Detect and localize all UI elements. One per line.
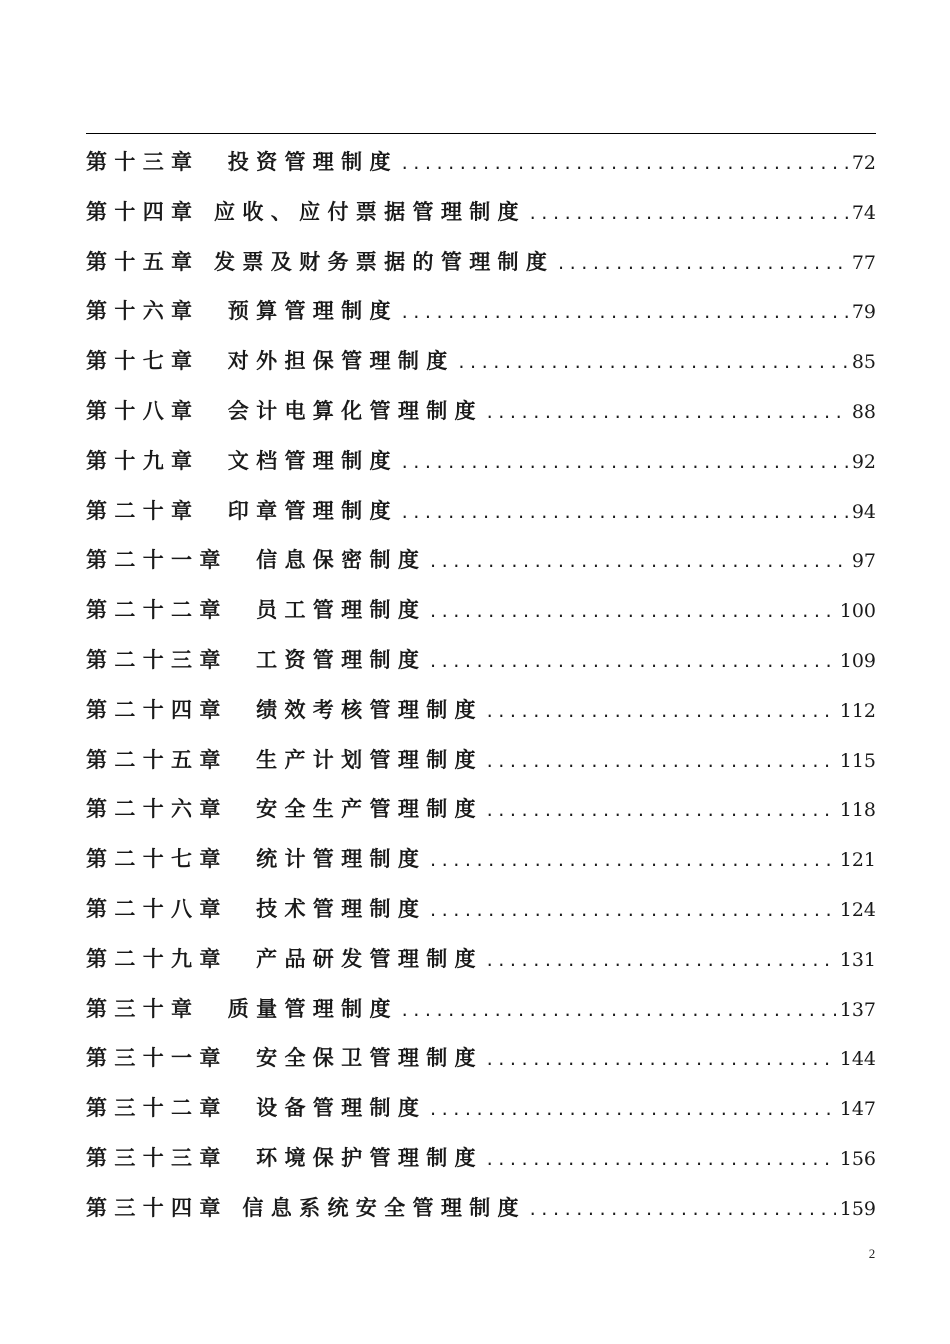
toc-leader-dots (485, 1150, 836, 1169)
toc-entry-page: 118 (839, 799, 876, 822)
toc-entry-title: 第三十一章 安全保卫管理制度 (86, 1046, 483, 1071)
toc-leader-dots (485, 752, 836, 771)
toc-entry[interactable] (86, 445, 876, 495)
toc-entry[interactable] (86, 246, 876, 296)
toc-leader-dots (400, 453, 848, 472)
toc-entry-page: 121 (839, 849, 876, 872)
toc-entry-page: 131 (839, 948, 876, 971)
toc-entry-title: 第二十章 印章管理制度 (86, 498, 398, 523)
toc-entry-page: 112 (839, 699, 876, 722)
toc-entry-page: 159 (839, 1197, 876, 1220)
toc-entry-title: 第二十八章 技术管理制度 (86, 896, 427, 921)
toc-entry-title: 第二十九章 产品研发管理制度 (86, 946, 483, 971)
toc-entry-page: 109 (839, 649, 876, 672)
toc-entry-title: 第十七章 对外担保管理制度 (86, 349, 455, 374)
toc-entry-title: 第二十一章 信息保密制度 (86, 548, 427, 573)
toc-entry[interactable] (86, 644, 876, 694)
toc-entry[interactable] (86, 495, 876, 545)
toc-entry-page: 97 (851, 550, 876, 573)
toc-leader-dots (528, 1200, 836, 1219)
toc-leader-dots (400, 1001, 836, 1020)
toc-entry-title: 第十三章 投资管理制度 (86, 150, 398, 174)
toc-entry-page: 144 (839, 1048, 876, 1071)
toc-entry[interactable] (86, 1142, 876, 1192)
toc-entry-title: 第十五章 发票及财务票据的管理制度 (86, 249, 555, 274)
toc-entry-title: 第二十五章 生产计划管理制度 (86, 747, 483, 772)
toc-leader-dots (400, 303, 848, 322)
toc-entry[interactable] (86, 943, 876, 993)
toc-entry-title: 第十八章 会计电算化管理制度 (86, 398, 483, 423)
toc-leader-dots (485, 403, 848, 422)
toc-entry-title: 第三十二章 设备管理制度 (86, 1096, 427, 1121)
toc-leader-dots (400, 154, 848, 173)
toc-entry-title: 第十四章 应收、应付票据管理制度 (86, 199, 526, 224)
toc-entry-title: 第二十四章 绩效考核管理制度 (86, 697, 483, 722)
toc-entry[interactable] (86, 295, 876, 345)
toc-entry-page: 137 (839, 998, 876, 1021)
toc-leader-dots (428, 901, 836, 920)
toc-leader-dots (457, 353, 848, 372)
toc-entry-page: 94 (851, 500, 876, 523)
toc-entry[interactable] (86, 1092, 876, 1142)
toc-leader-dots (428, 851, 836, 870)
toc-leader-dots (485, 702, 836, 721)
toc-entry-title: 第二十七章 统计管理制度 (86, 847, 427, 872)
toc-leader-dots (428, 602, 836, 621)
toc-entry-title: 第三十章 质量管理制度 (86, 996, 398, 1021)
toc-entry-title: 第十九章 文档管理制度 (86, 448, 398, 473)
toc-leader-dots (428, 1100, 836, 1119)
table-of-contents (86, 146, 876, 1242)
toc-entry-page: 88 (851, 400, 876, 423)
toc-leader-dots (485, 951, 836, 970)
toc-entry[interactable] (86, 544, 876, 594)
toc-leader-dots (556, 254, 848, 273)
toc-entry-page: 115 (839, 749, 876, 772)
toc-entry-page: 147 (839, 1098, 876, 1121)
toc-entry-page: 156 (839, 1147, 876, 1170)
toc-leader-dots (428, 652, 836, 671)
header-rule (86, 133, 876, 134)
toc-leader-dots (485, 801, 836, 820)
toc-entry[interactable] (86, 793, 876, 843)
toc-entry-page: 72 (851, 152, 876, 174)
toc-leader-dots (485, 1050, 836, 1069)
toc-entry[interactable] (86, 1192, 876, 1242)
toc-entry[interactable] (86, 594, 876, 644)
toc-entry-page: 92 (851, 450, 876, 473)
toc-entry[interactable] (86, 345, 876, 395)
toc-entry-page: 79 (851, 301, 876, 324)
toc-leader-dots (528, 204, 848, 223)
toc-entry-title: 第二十三章 工资管理制度 (86, 647, 427, 672)
toc-entry[interactable] (86, 395, 876, 445)
toc-leader-dots (428, 552, 848, 571)
toc-entry-title: 第二十六章 安全生产管理制度 (86, 797, 483, 822)
toc-entry-page: 77 (851, 251, 876, 274)
toc-entry-title: 第二十二章 员工管理制度 (86, 598, 427, 623)
toc-entry[interactable] (86, 196, 876, 246)
toc-entry-title: 第三十四章 信息系统安全管理制度 (86, 1195, 526, 1220)
toc-entry-page: 74 (851, 201, 876, 224)
toc-entry-page: 100 (839, 600, 876, 623)
toc-entry[interactable] (86, 993, 876, 1043)
toc-entry[interactable] (86, 843, 876, 893)
page-number: 2 (868, 1246, 876, 1261)
toc-entry[interactable] (86, 893, 876, 943)
toc-entry[interactable] (86, 694, 876, 744)
toc-entry-title: 第三十三章 环境保护管理制度 (86, 1145, 483, 1170)
toc-entry-page: 124 (839, 898, 876, 921)
toc-leader-dots (400, 503, 848, 522)
toc-entry[interactable] (86, 146, 876, 196)
toc-entry-page: 85 (851, 351, 876, 374)
toc-entry[interactable] (86, 1042, 876, 1092)
toc-entry[interactable] (86, 744, 876, 794)
toc-entry-title: 第十六章 预算管理制度 (86, 299, 398, 324)
